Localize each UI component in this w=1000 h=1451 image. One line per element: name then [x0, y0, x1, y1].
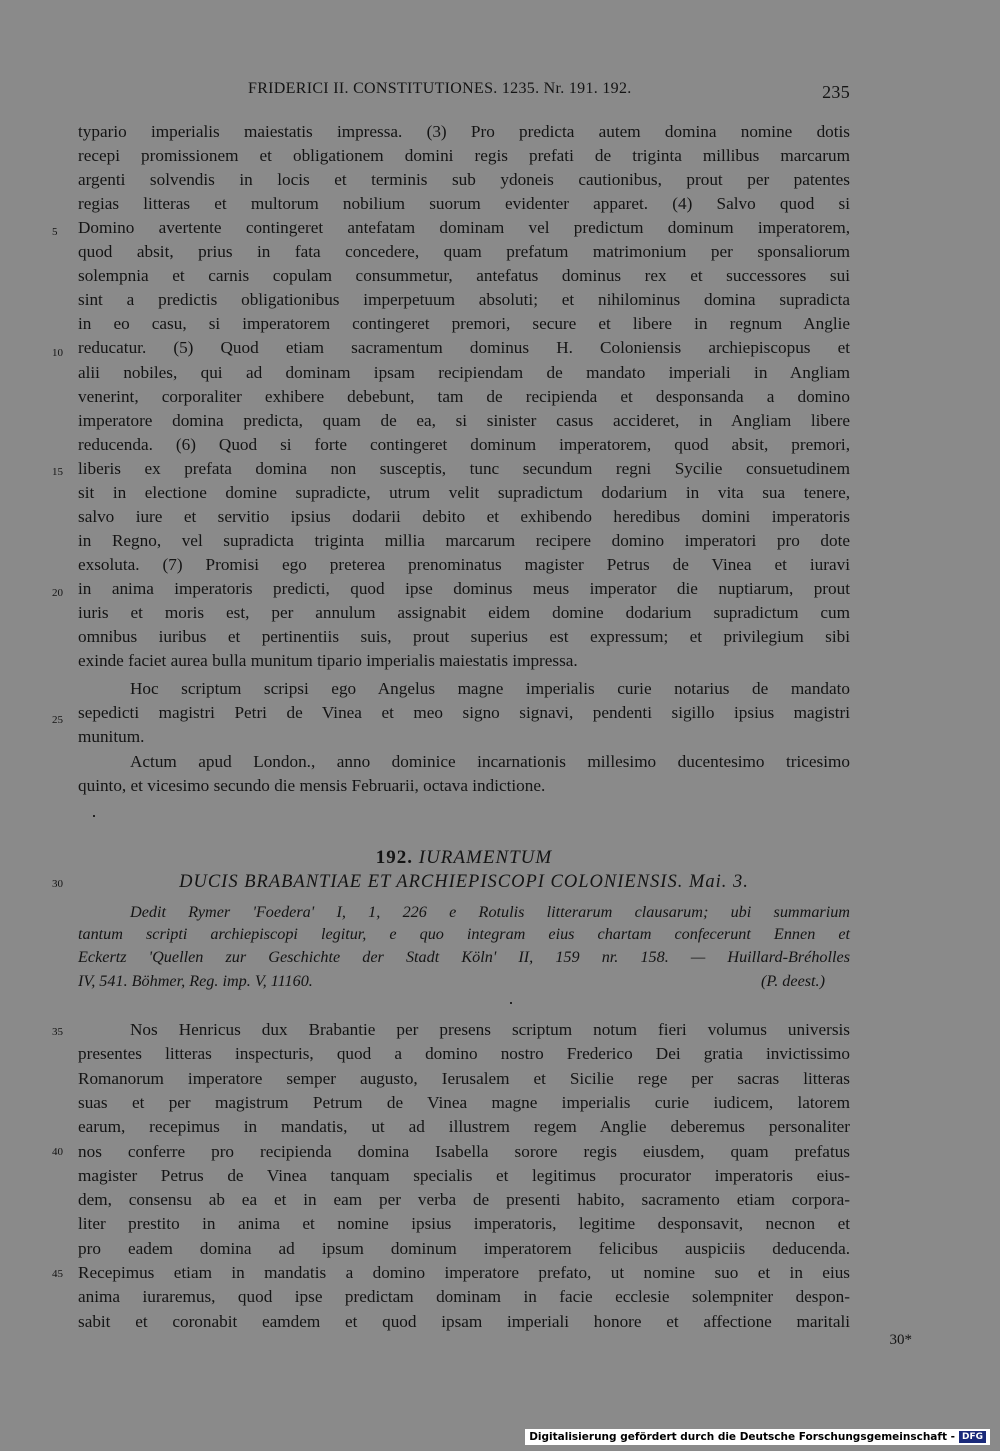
speck [93, 815, 95, 817]
text-line: salvo iure et servitio ipsius dodarii debito et exhibendo heredibus domini imperatoris [78, 506, 850, 526]
section-title-line-2: DUCIS BRABANTIAE ET ARCHIEPISCOPI COLONIENSIS. Mai. 3. [179, 872, 749, 892]
text-line: Domino avertente contingeret antefatam dominam vel predictum dominum imperatorem, [78, 218, 850, 238]
text-line: alii nobiles, qui ad dominam ipsam recipiendam de mandato imperiali in Angliam [78, 362, 850, 382]
text-line: suas et per magistrum Petrum de Vinea magne imperialis curie iudicem, latorem [78, 1092, 850, 1112]
digitization-footer [525, 1429, 990, 1445]
running-title: FRIDERICI II. CONSTITUTIONES. 1235. Nr. 191. 192. [248, 80, 632, 97]
text-line: typario imperialis maiestatis impressa. (3) Pro predicta autem domina nomine dotis [78, 122, 850, 141]
footer-text: Digitalisierung gefördert durch die Deutsche Forschungsgemeinschaft - [529, 1430, 955, 1443]
text-line: omnibus iuribus et pertinentiis suis, prout superius est expressum; et privilegium sibi [78, 627, 850, 647]
text-line: in eo casu, si imperatorem contingeret premori, secure et libere in regnum Anglie [78, 314, 850, 334]
text-line: iuris et moris est, per annulum assignabit eidem domine dodarium supradictum cum [78, 603, 850, 622]
text-line: earum, recepimus in mandatis, ut ad illustrem regem Anglie deberemus personaliter [78, 1117, 850, 1137]
source-note-line: Eckertz 'Quellen zur Geschichte der Stadt Köln' II, 159 nr. 158. — Huillard-Bréholles [78, 948, 850, 966]
text-line: argenti solvendis in locis et terminis sub ydoneis cautionibus, prout per patentes [78, 170, 850, 190]
line-number: 25 [52, 714, 63, 726]
source-note-line: IV, 541. Böhmer, Reg. imp. V, 11160. [78, 972, 313, 990]
text-line: liberis ex prefata domina non susceptis, tunc secundum regni Sycilie consuetudinem [78, 458, 850, 478]
text-line: sit in electione domine supradicte, utrum velit supradictum dodarium in vita sua tenere, [78, 482, 850, 502]
text-line: venerint, corporaliter exhibere debebunt, tam de recipienda et desponsanda a domino [78, 386, 850, 406]
text-line: exsoluta. (7) Promisi ego preterea prenominatus magister Petrus de Vinea et iuravi [78, 554, 850, 574]
source-note-line: Dedit Rymer 'Foedera' I, 1, 226 e Rotulis litterarum clausarum; ubi summarium [130, 903, 850, 921]
source-note-line: tantum scripti archiepiscopi legitur, e quo integram eius chartam confecerunt Ennen et [78, 925, 850, 943]
line-number: 30 [52, 878, 63, 890]
page-number: 235 [822, 82, 850, 102]
text-line: recepi promissionem et obligationem domini regis prefati de triginta millibus marcarum [78, 146, 850, 166]
text-line: magister Petrus de Vinea tanquam specialis et legitimus procurator imperatoris eius- [78, 1165, 850, 1185]
text-line: exinde faciet aurea bulla munitum tipario imperialis maiestatis impressa. [78, 651, 578, 671]
text-line: in anima imperatoris predicti, quod ipse dominus meus imperator die nuptiarum, prout [78, 578, 850, 598]
line-number: 35 [52, 1026, 63, 1038]
text-line: sint a predictis obligationibus imperpetuum absoluti; et nihilominus domina supradicta [78, 290, 850, 310]
text-line: in Regno, vel supradicta triginta millia marcarum recipere domino imperatori pro dote [78, 530, 850, 550]
speck [510, 1002, 512, 1004]
text-line: solempnia et carnis copulam consummetur, antefatus dominus rex et successores sui [78, 266, 850, 286]
text-line: sepedicti magistri Petri de Vinea et meo signo signavi, pendenti sigillo ipsius magistri [78, 703, 850, 722]
text-line: nos conferre pro recipienda domina Isabella sorore regis eiusdem, quam prefatus [78, 1141, 850, 1161]
text-line: Recepimus etiam in mandatis a domino imperatore prefato, ut nomine suo et in eius [78, 1263, 850, 1282]
source-note-status: (P. deest.) [761, 972, 825, 990]
line-number: 40 [52, 1146, 63, 1158]
text-line: quod absit, prius in fata concedere, quam prefatum matrimonium per sponsaliorum [78, 242, 850, 262]
text-line: liter prestito in anima et nomine ipsius imperatoris, legitime desponsavit, necnon et [78, 1214, 850, 1234]
section-title-line-1: IURAMENTUM [418, 847, 553, 868]
text-line: sabit et coronabit eamdem et quod ipsam imperiali honore et affectione maritali [78, 1311, 850, 1331]
source-note-last-line [78, 970, 850, 992]
text-line: quinto, et vicesimo secundo die mensis Februarii, octava indictione. [78, 776, 546, 795]
dfg-logo: DFG [959, 1431, 986, 1443]
text-line: reducenda. (6) Quod si forte contingeret dominum imperatorem, quod absit, premori, [78, 434, 850, 454]
text-line: Nos Henricus dux Brabantie per presens scriptum notum fieri volumus universis [130, 1020, 850, 1039]
signature-mark: 30* [889, 1332, 912, 1348]
text-line: dem, consensu ab ea et in eam per verba de presenti habito, sacramento etiam corpora- [78, 1190, 850, 1210]
line-number: 45 [52, 1268, 63, 1280]
text-line: regias litteras et multorum nobilium suorum evidenter apparet. (4) Salvo quod si [78, 194, 850, 214]
line-number: 10 [52, 347, 63, 359]
section-heading [78, 846, 850, 870]
section-number: 192. [375, 847, 413, 868]
line-number: 15 [52, 466, 63, 478]
text-line: presentes litteras inspecturis, quod a domino nostro Frederico Dei gratia invictissimo [78, 1044, 850, 1064]
text-line: Actum apud London., anno dominice incarnationis millesimo ducentesimo tricesimo [130, 752, 850, 771]
text-line: reducatur. (5) Quod etiam sacramentum dominus H. Coloniensis archiepiscopus et [78, 338, 850, 358]
line-number: 5 [52, 226, 58, 238]
text-line: anima iuraremus, quod ipse predictam dominam in facie ecclesie solempniter despon- [78, 1287, 850, 1307]
text-line: Hoc scriptum scripsi ego Angelus magne imperialis curie notarius de mandato [130, 679, 850, 698]
page-header [78, 80, 850, 104]
text-line: imperatore domina predicta, quam de ea, si sinister casus accideret, in Angliam libere [78, 410, 850, 430]
text-line: pro eadem domina ad ipsum dominum imperatorem felicibus auspiciis deducenda. [78, 1238, 850, 1258]
line-number: 20 [52, 587, 63, 599]
text-line: munitum. [78, 727, 145, 746]
text-line: Romanorum imperatore semper augusto, Ierusalem et Sicilie rege per sacras litteras [78, 1068, 850, 1088]
